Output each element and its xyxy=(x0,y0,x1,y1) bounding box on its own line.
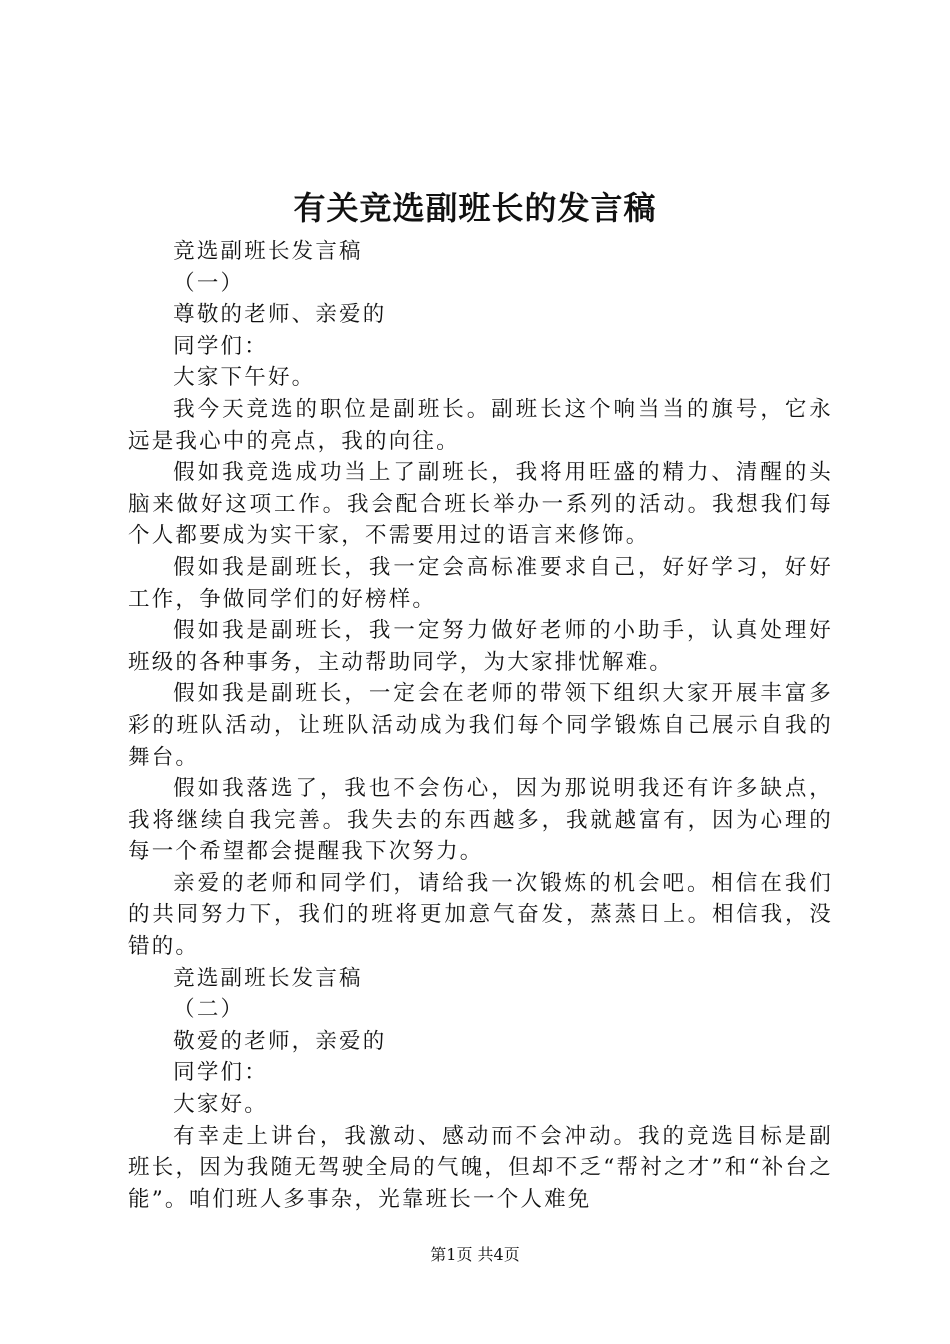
paragraph: 我今天竞选的职位是副班长。副班长这个响当当的旗号，它永远是我心中的亮点，我的向往。 xyxy=(128,396,833,454)
salutation-line-2: 同学们： xyxy=(173,333,268,359)
paragraph: 有幸走上讲台，我激动、感动而不会冲动。我的竞选目标是副班长，因为我随无驾驶全局的气魄，但却不乏“帮衬之才”和“补台之能”。咱们班人多事杂，光靠班长一个人难免 xyxy=(128,1123,833,1212)
greeting: 大家下午好。 xyxy=(173,365,316,391)
salutation-line-1: 尊敬的老师、亲爱的 xyxy=(173,302,387,328)
paragraph: 亲爱的老师和同学们，请给我一次锻炼的机会吧。相信在我们的共同努力下，我们的班将更加意气奋发，蒸蒸日上。相信我，没错的。 xyxy=(128,870,833,960)
paragraph: 假如我是副班长，一定会在老师的带领下组织大家开展丰富多彩的班队活动，让班队活动成为我们每个同学锻炼自己展示自我的舞台。 xyxy=(128,681,833,770)
section-number-2: （二） xyxy=(173,997,245,1023)
salutation-line-2: 同学们： xyxy=(173,1060,268,1086)
paragraph: 假如我落选了，我也不会伤心，因为那说明我还有许多缺点，我将继续自我完善。我失去的东西越多，我就越富有，因为心理的每一个希望都会提醒我下次努力。 xyxy=(128,776,833,865)
document-title: 有关竞选副班长的发言稿 xyxy=(293,189,657,227)
paragraph: 假如我是副班长，我一定会高标准要求自己，好好学习，好好工作，争做同学们的好榜样。 xyxy=(128,554,833,612)
subtitle-speech-1: 竞选副班长发言稿 xyxy=(173,239,363,264)
paragraph: 假如我是副班长，我一定努力做好老师的小助手，认真处理好班级的各种事务，主动帮助同学，为大家排忧解难。 xyxy=(128,618,833,675)
salutation-line-1: 敬爱的老师，亲爱的 xyxy=(173,1028,387,1054)
section-number-1: （一） xyxy=(173,270,245,296)
subtitle-speech-2: 竞选副班长发言稿 xyxy=(173,965,363,991)
greeting: 大家好。 xyxy=(173,1092,268,1118)
document-body xyxy=(128,236,833,1215)
paragraph: 假如我竞选成功当上了副班长，我将用旺盛的精力、清醒的头脑来做好这项工作。我会配合班长举办一系列的活动。我想我们每个人都要成为实干家，不需要用过的语言来修饰。 xyxy=(128,460,833,549)
page-footer: 第1页 共4页 xyxy=(430,1245,520,1264)
